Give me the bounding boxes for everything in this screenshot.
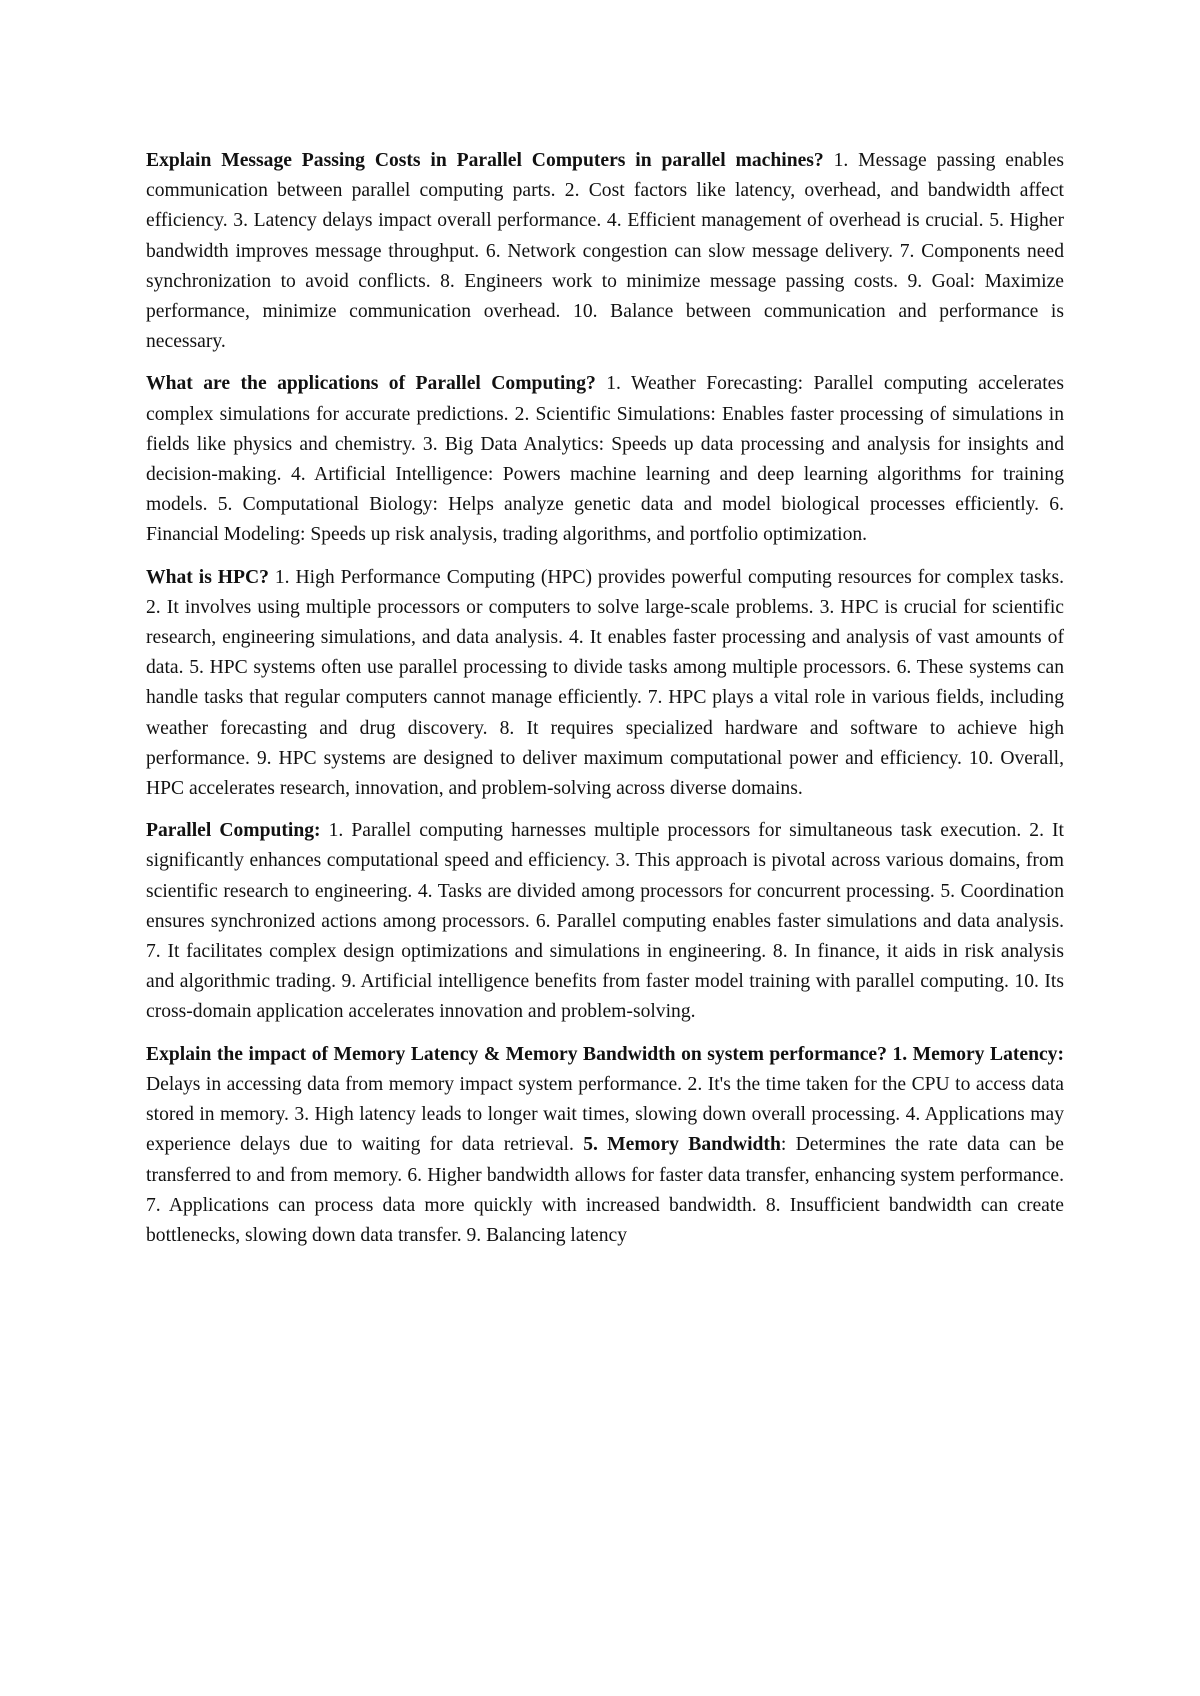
section-applications	[146, 369, 1064, 550]
section-body: 1. Weather Forecasting: Parallel computing accelerates complex simulations for accurate predictions. 2. Scientific Simulations: Enables faster processing of simulations in fields like physics and chemistry. 3. Big Data Analytics: Speeds up data processing and analysis for insights and decision-making. 4. Artificial Intelligence: Powers machine learning and deep learning algorithms for training models. 5. Computational Biology: Helps analyze genetic data and model biological processes efficiently. 6. Financial Modeling: Speeds up risk analysis, trading algorithms, and portfolio optimization.	[146, 373, 1064, 546]
document-page	[146, 146, 1064, 1263]
memory-bandwidth-label: 5. Memory Bandwidth	[583, 1134, 781, 1156]
section-hpc	[146, 563, 1064, 805]
section-body: 1. Parallel computing harnesses multiple processors for simultaneous task execution. 2. It significantly enhances computational speed and efficiency. 3. This approach is pivotal across various domains, from scientific research to engineering. 4. Tasks are divided among processors for concurrent processing. 5. Coordination ensures synchronized actions among processors. 6. Parallel computing enables faster simulations and data analysis. 7. It facilitates complex design optimizations and simulations in engineering. 8. In finance, it aids in risk analysis and algorithmic trading. 9. Artificial intelligence benefits from faster model training with parallel computing. 10. Its cross-domain application accelerates innovation and problem-solving.	[146, 820, 1064, 1023]
section-heading: Parallel Computing:	[146, 820, 321, 842]
memory-latency-text: Delays in accessing data from memory impact system performance. 2. It's the time taken for the CPU to access data stored in memory. 3. High latency leads to longer wait times, slowing down overall processing. 4. Applications may experience delays due to waiting for data retrieval.	[146, 1073, 1064, 1156]
section-heading: Explain Message Passing Costs in Parallel Computers in parallel machines?	[146, 150, 824, 171]
section-heading: What is HPC?	[146, 566, 269, 588]
section-memory	[146, 1040, 1064, 1251]
section-parallel-computing	[146, 816, 1064, 1027]
section-heading: What are the applications of Parallel Computing?	[146, 373, 596, 395]
section-body: 1. High Performance Computing (HPC) provides powerful computing resources for complex tasks. 2. It involves using multiple processors or computers to solve large-scale problems. 3. HPC is crucial for scientific research, engineering simulations, and data analysis. 4. It enables faster processing and analysis of vast amounts of data. 5. HPC systems often use parallel processing to divide tasks among multiple processors. 6. These systems can handle tasks that regular computers cannot manage efficiently. 7. HPC plays a vital role in various fields, including weather forecasting and drug discovery. 8. It requires specialized hardware and software to achieve high performance. 9. HPC systems are designed to deliver maximum computational power and efficiency. 10. Overall, HPC accelerates research, innovation, and problem-solving across diverse domains.	[146, 566, 1064, 800]
section-message-passing	[146, 146, 1064, 357]
section-heading: Explain the impact of Memory Latency & Memory Bandwidth on system performance?	[146, 1043, 887, 1065]
memory-latency-label: 1. Memory Latency:	[892, 1043, 1065, 1065]
memory-bandwidth-text: : Determines the rate data can be transferred to and from memory. 6. Higher bandwidth allows for faster data transfer, enhancing system performance. 7. Applications can process data more quickly with increased bandwidth. 8. Insufficient bandwidth can create bottlenecks, slowing down data transfer. 9. Balancing latency	[146, 1134, 1064, 1246]
section-body: 1. Message passing enables communication between parallel computing parts. 2. Cost factors like latency, overhead, and bandwidth affect efficiency. 3. Latency delays impact overall performance. 4. Efficient management of overhead is crucial. 5. Higher bandwidth improves message throughput. 6. Network congestion can slow message delivery. 7. Components need synchronization to avoid conflicts. 8. Engineers work to minimize message passing costs. 9. Goal: Maximize performance, minimize communication overhead. 10. Balance between communication and performance is necessary.	[146, 150, 1064, 353]
